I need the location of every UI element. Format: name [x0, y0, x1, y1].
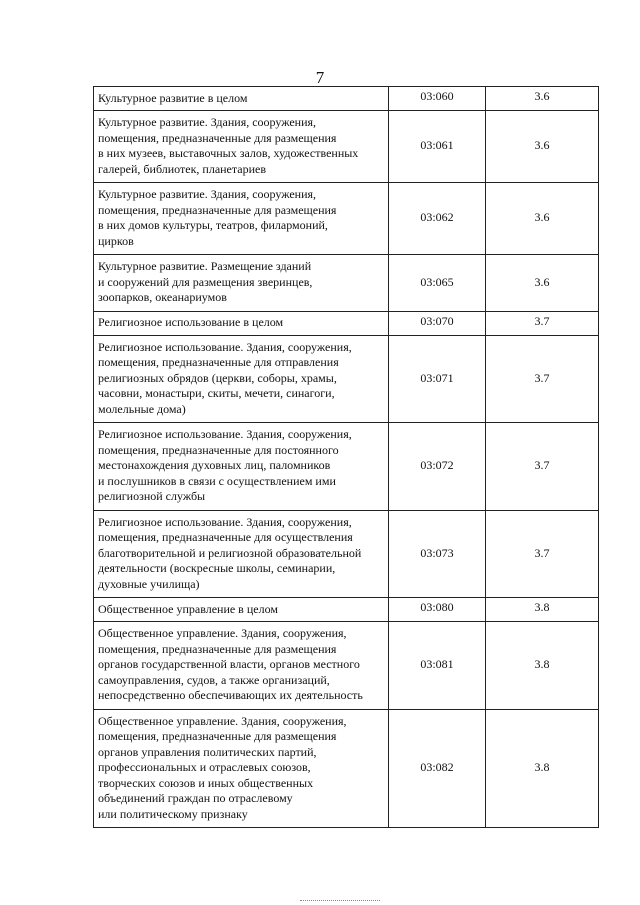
row-description: Религиозное использование. Здания, сооружения, помещения, предназначенные для осуществления благотворительной и религиозной образовательной деятельности (воскресные школы, семинарии, духовные училища): [94, 510, 389, 598]
row-description: Культурное развитие. Здания, сооружения, помещения, предназначенные для размещения в них домов культуры, театров, филармоний, цирков: [94, 183, 389, 255]
row-code: 03:070: [389, 311, 486, 335]
table-row: [94, 87, 599, 111]
scan-edge-mark: [300, 900, 380, 901]
table-body: [94, 87, 599, 828]
row-classifier-number: 3.8: [486, 598, 599, 622]
row-code: 03:081: [389, 622, 486, 710]
row-code: 03:061: [389, 111, 486, 183]
row-classifier-number: 3.7: [486, 510, 599, 598]
row-classifier-number: 3.8: [486, 709, 599, 828]
row-description: Религиозное использование в целом: [94, 311, 389, 335]
table-row: [94, 423, 599, 511]
row-classifier-number: 3.6: [486, 111, 599, 183]
table-row: [94, 335, 599, 423]
row-code: 03:065: [389, 255, 486, 312]
table-row: [94, 111, 599, 183]
row-code: 03:062: [389, 183, 486, 255]
table-row: [94, 622, 599, 710]
row-code: 03:080: [389, 598, 486, 622]
row-description: Общественное управление в целом: [94, 598, 389, 622]
row-code: 03:072: [389, 423, 486, 511]
row-description: Культурное развитие. Здания, сооружения, помещения, предназначенные для размещения в них музеев, выставочных залов, художественных галерей, библиотек, планетариев: [94, 111, 389, 183]
table-row: [94, 510, 599, 598]
row-description: Культурное развитие в целом: [94, 87, 389, 111]
land-use-classifier-table: [93, 86, 599, 828]
row-classifier-number: 3.6: [486, 255, 599, 312]
row-description: Общественное управление. Здания, сооружения, помещения, предназначенные для размещения органов управления политических партий, профессиональных и отраслевых союзов, творческих союзов и иных общественных объединений граждан по отраслевому или политическому признаку: [94, 709, 389, 828]
table-row: [94, 255, 599, 312]
row-classifier-number: 3.7: [486, 423, 599, 511]
row-classifier-number: 3.7: [486, 335, 599, 423]
row-description: Культурное развитие. Размещение зданий и сооружений для размещения зверинцев, зоопарков, океанариумов: [94, 255, 389, 312]
table-row: [94, 311, 599, 335]
row-description: Общественное управление. Здания, сооружения, помещения, предназначенные для размещения органов государственной власти, органов местного самоуправления, судов, а также организаций, непосредственно обеспечивающих их деятельность: [94, 622, 389, 710]
row-code: 03:071: [389, 335, 486, 423]
row-description: Религиозное использование. Здания, сооружения, помещения, предназначенные для отправления религиозных обрядов (церкви, соборы, храмы, часовни, монастыри, скиты, мечети, синагоги, молельные дома): [94, 335, 389, 423]
row-classifier-number: 3.7: [486, 311, 599, 335]
row-classifier-number: 3.6: [486, 183, 599, 255]
row-code: 03:082: [389, 709, 486, 828]
page-number: 7: [315, 68, 325, 87]
row-classifier-number: 3.8: [486, 622, 599, 710]
row-code: 03:060: [389, 87, 486, 111]
table-row: [94, 709, 599, 828]
table-row: [94, 183, 599, 255]
table-row: [94, 598, 599, 622]
row-classifier-number: 3.6: [486, 87, 599, 111]
row-description: Религиозное использование. Здания, сооружения, помещения, предназначенные для постоянного местонахождения духовных лиц, паломников и послушников в связи с осуществлением ими религиозной службы: [94, 423, 389, 511]
row-code: 03:073: [389, 510, 486, 598]
